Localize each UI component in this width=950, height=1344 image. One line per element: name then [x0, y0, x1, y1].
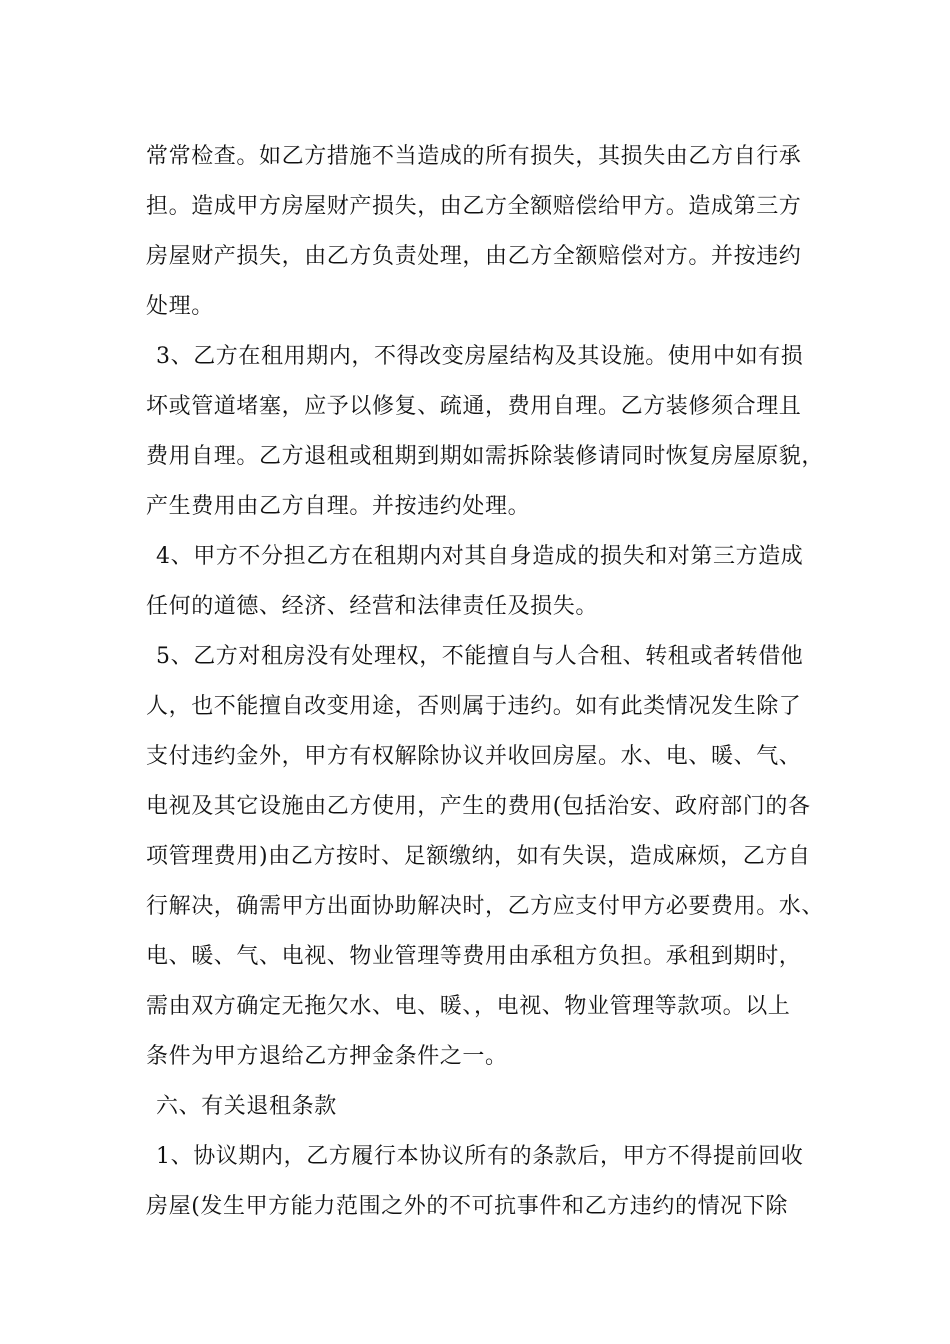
text-line: 行解决，确需甲方出面协助解决时，乙方应支付甲方必要费用。水、	[146, 894, 825, 919]
text-line: 费用自理。乙方退租或租期到期如需拆除装修请同时恢复房屋原貌，	[146, 444, 825, 469]
text-line: 条件为甲方退给乙方押金条件之一。	[146, 1044, 508, 1069]
text-line: 电视及其它设施由乙方使用，产生的费用(包括治安、政府部门的各	[146, 794, 811, 819]
text-line: 人，也不能擅自改变用途，否则属于违约。如有此类情况发生除了	[146, 694, 802, 719]
text-line: 支付违约金外，甲方有权解除协议并收回房屋。水、电、暖、气、	[146, 744, 802, 769]
text-line: 坏或管道堵塞，应予以修复、疏通，费用自理。乙方装修须合理且	[146, 394, 802, 419]
clause-1-start: 1、协议期内，乙方履行本协议所有的条款后，甲方不得提前回收	[156, 1144, 804, 1169]
text-line: 房屋(发生甲方能力范围之外的不可抗事件和乙方违约的情况下除	[146, 1194, 788, 1219]
clause-5-start: 5、乙方对租房没有处理权，不能擅自与人合租、转租或者转借他	[156, 644, 804, 669]
text-line: 处理。	[146, 294, 214, 319]
clause-3-start: 3、乙方在租用期内，不得改变房屋结构及其设施。使用中如有损	[156, 344, 804, 369]
text-line: 任何的道德、经济、经营和法律责任及损失。	[146, 594, 599, 619]
text-line: 产生费用由乙方自理。并按违约处理。	[146, 494, 531, 519]
text-line: 担。造成甲方房屋财产损失，由乙方全额赔偿给甲方。造成第三方	[146, 194, 802, 219]
text-line: 房屋财产损失，由乙方负责处理，由乙方全额赔偿对方。并按违约	[146, 244, 802, 269]
text-line: 电、暖、气、电视、物业管理等费用由承租方负担。承租到期时，	[146, 944, 802, 969]
text-line: 项管理费用)由乙方按时、足额缴纳，如有失误，造成麻烦，乙方自	[146, 844, 811, 869]
text-line: 常常检查。如乙方措施不当造成的所有损失，其损失由乙方自行承	[146, 144, 802, 169]
text-line: 需由双方确定无拖欠水、电、暖、，电视、物业管理等款项。以上	[146, 994, 791, 1019]
document-body	[146, 132, 826, 1232]
clause-4-start: 4、甲方不分担乙方在租期内对其自身造成的损失和对第三方造成	[156, 544, 804, 569]
section-heading: 六、有关退租条款	[156, 1094, 337, 1119]
